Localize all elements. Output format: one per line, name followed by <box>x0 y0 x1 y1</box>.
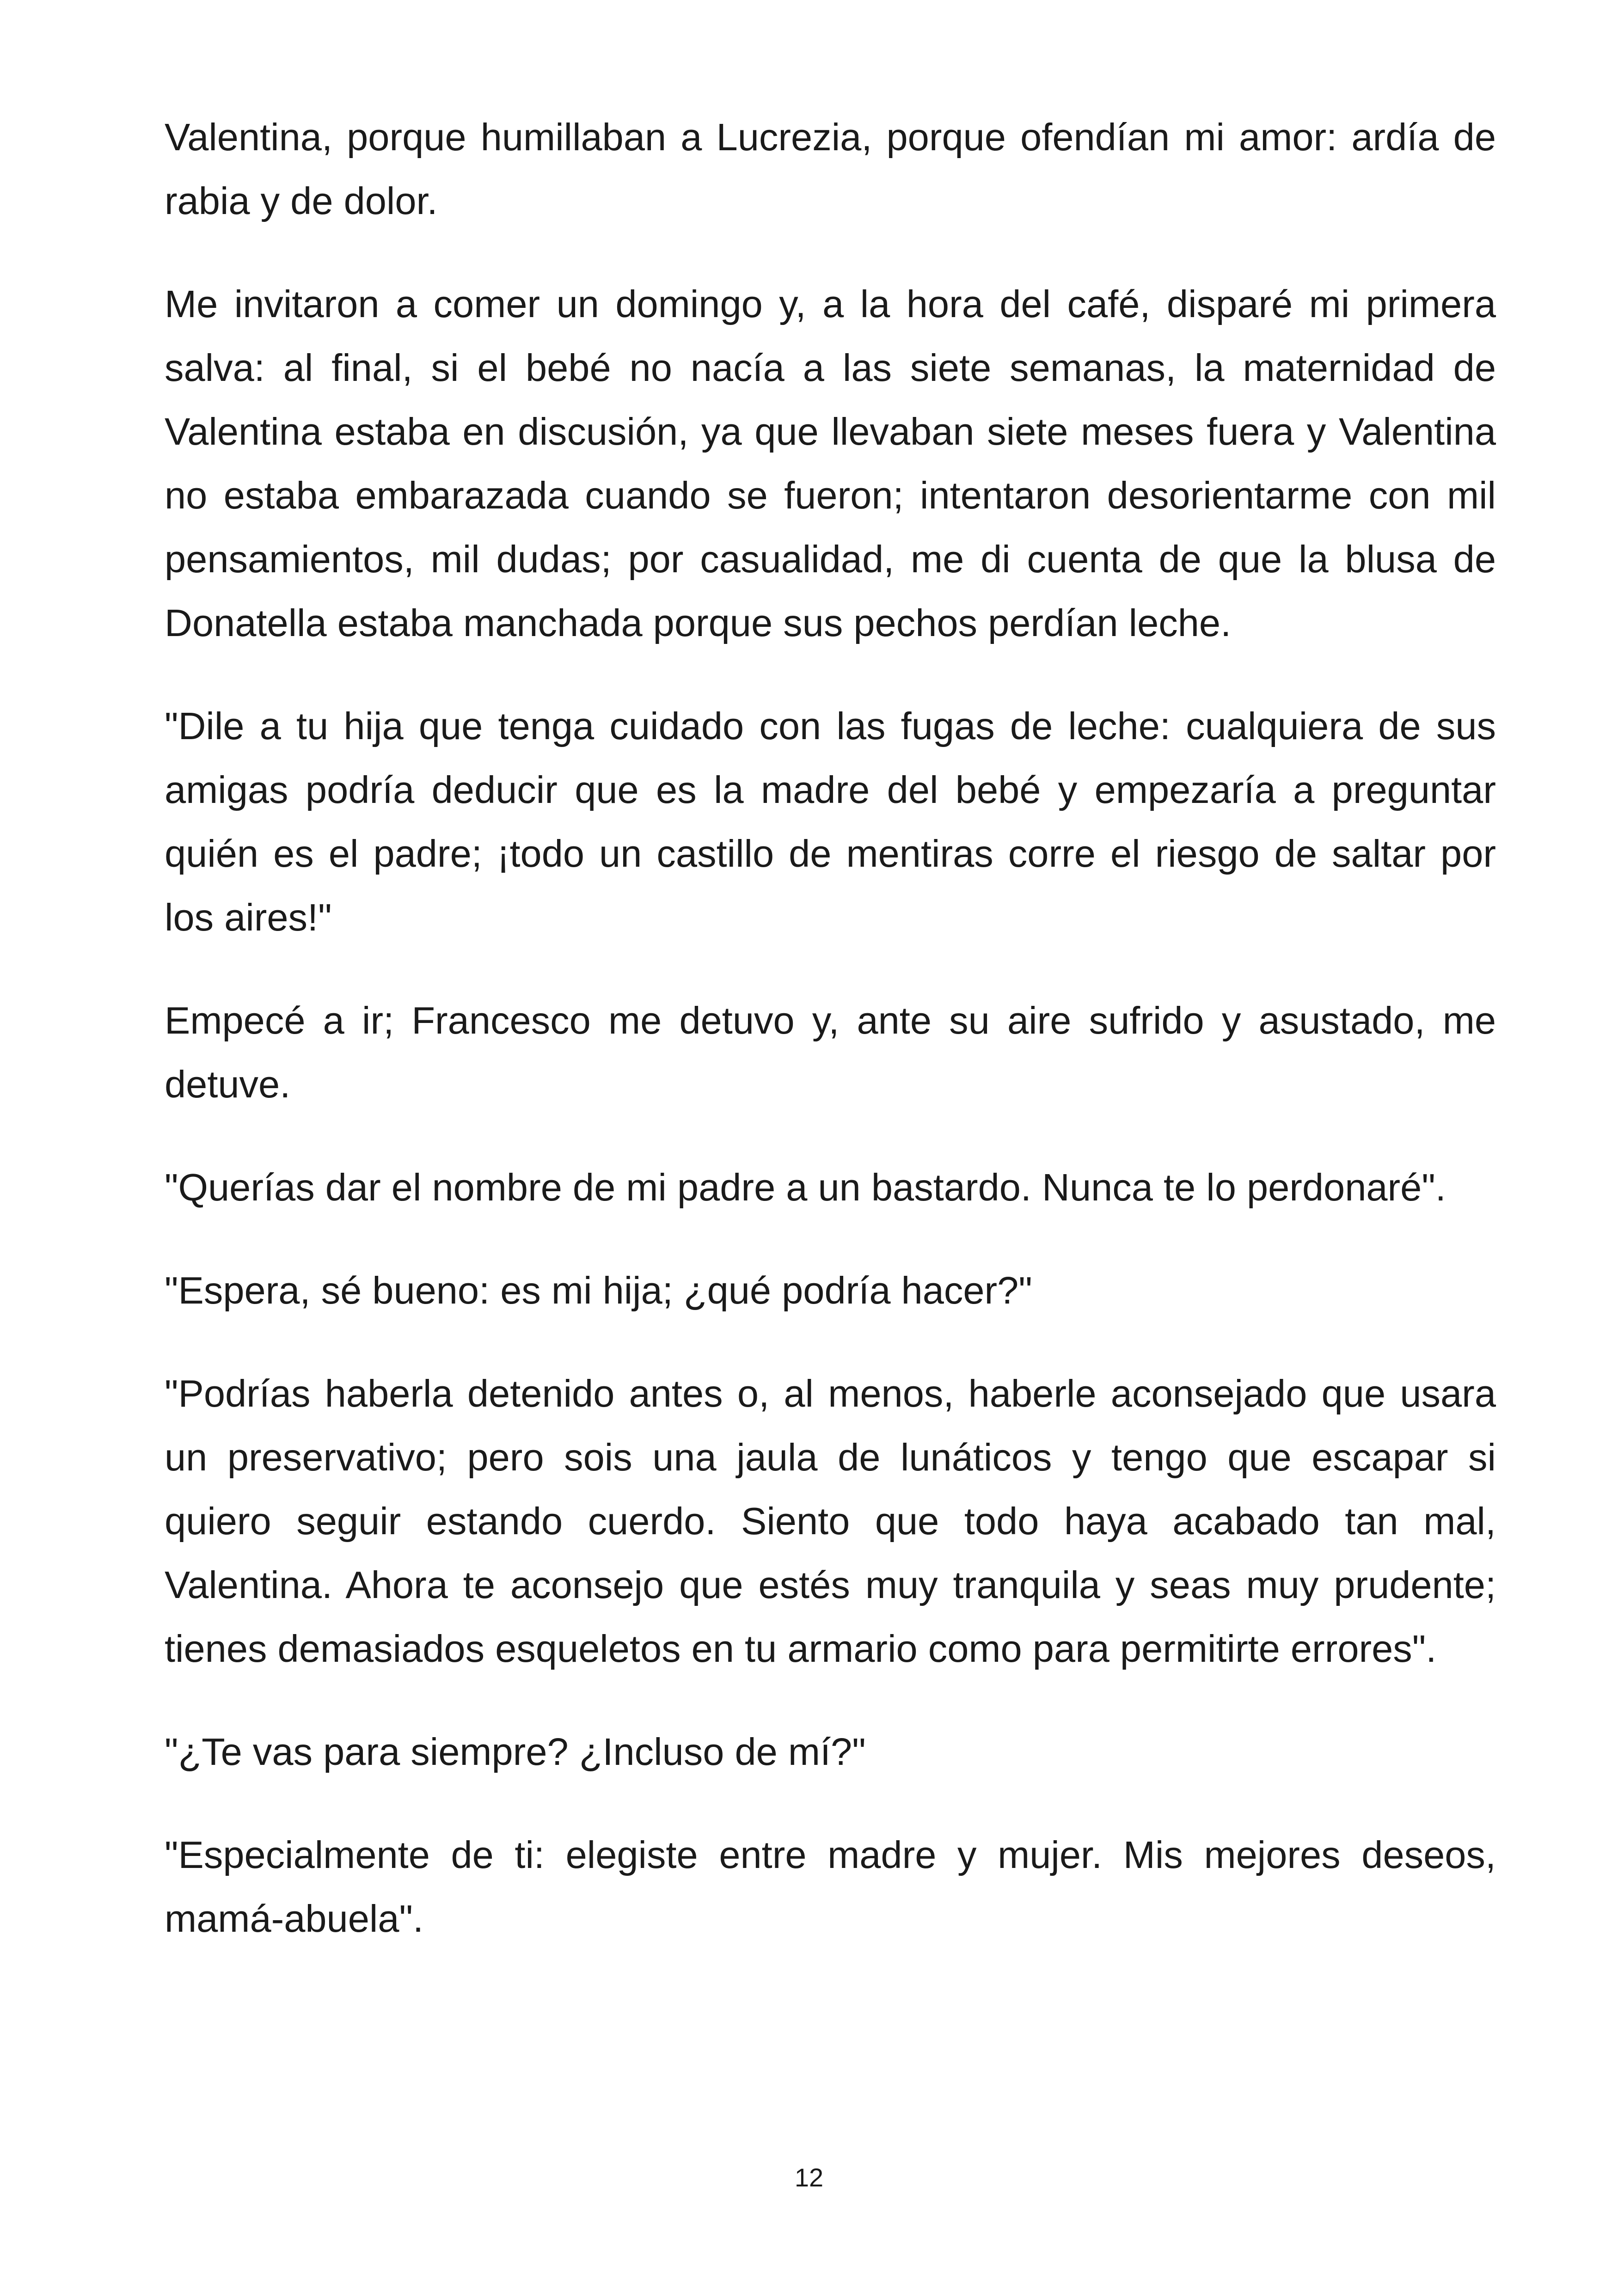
paragraph-6: "Espera, sé bueno: es mi hija; ¿qué podría hacer?" <box>165 1269 1032 1312</box>
paragraph-3: "Dile a tu hija que tenga cuidado con las fugas de leche: cualquiera de sus amigas podría deducir que es la madre del bebé y empezaría a preguntar quién es el padre; ¡todo un castillo de mentiras corre el riesgo de saltar por los aires!" <box>165 704 1496 939</box>
paragraph-7: "Podrías haberla detenido antes o, al menos, haberle aconsejado que usara un preservativo; pero sois una jaula de lunáticos y tengo que escapar si quiero seguir estando cuerdo. Siento que todo haya acabado tan mal, Valentina. Ahora te aconsejo que estés muy tranquila y seas muy prudente; tienes demasiados esqueletos en tu armario como para permitirte errores". <box>165 1372 1496 1670</box>
paragraph-9: "Especialmente de ti: elegiste entre madre y mujer. Mis mejores deseos, mamá-abuela". <box>165 1833 1496 1940</box>
paragraph-1: Valentina, porque humillaban a Lucrezia, porque ofendían mi amor: ardía de rabia y de dolor. <box>165 116 1496 222</box>
body-text <box>165 105 1496 1990</box>
paragraph-8: "¿Te vas para siempre? ¿Incluso de mí?" <box>165 1730 866 1773</box>
page-number: 12 <box>794 2163 824 2192</box>
paragraph-2: Me invitaron a comer un domingo y, a la hora del café, disparé mi primera salva: al final, si el bebé no nacía a las siete semanas, la maternidad de Valentina estaba en discusión, ya que llevaban siete meses fuera y Valentina no estaba embarazada cuando se fueron; intentaron desorientarme con mil pensamientos, mil dudas; por casualidad, me di cuenta de que la blusa de Donatella estaba manchada porque sus pechos perdían leche. <box>165 282 1496 644</box>
paragraph-4: Empecé a ir; Francesco me detuvo y, ante su aire sufrido y asustado, me detuve. <box>165 999 1496 1106</box>
paragraph-5: "Querías dar el nombre de mi padre a un bastardo. Nunca te lo perdonaré". <box>165 1166 1446 1209</box>
